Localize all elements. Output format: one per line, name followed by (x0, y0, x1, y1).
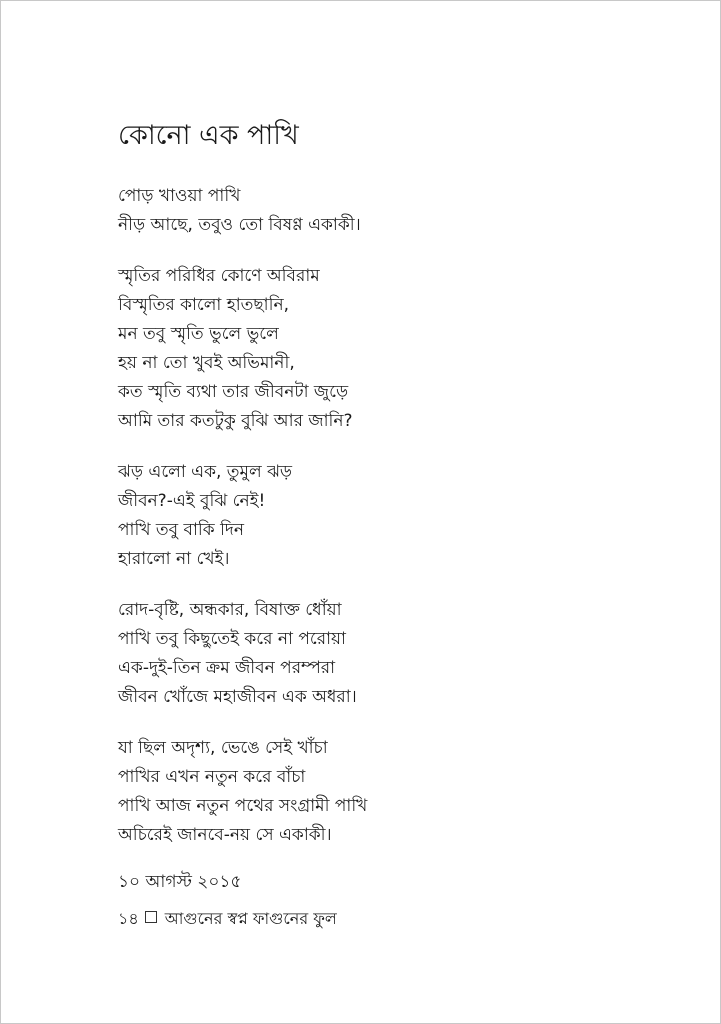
stanza-1 (118, 182, 678, 240)
poem-line: হয় না তো খুবই অভিমানী, (118, 353, 295, 373)
poem-line: জীবন খোঁজে মহাজীবন এক অধরা। (118, 687, 357, 707)
poem-line: কত স্মৃতি ব্যথা তার জীবনটা জুড়ে (118, 382, 349, 402)
stanza-4 (118, 596, 678, 712)
poem-line: ঝড় এলো এক, তুমুল ঝড় (118, 462, 293, 482)
book-title: আগুনের স্বপ্ন ফাগুনের ফুল (164, 909, 337, 928)
stanza-2 (118, 262, 678, 436)
poem-title: কোনো এক পাখি (118, 120, 299, 151)
poem-line: পাখি আজ নতুন পথের সংগ্রামী পাখি (118, 796, 368, 816)
poem-line: এক-দুই-তিন ক্রম জীবন পরম্পরা (118, 658, 336, 678)
stanza-3 (118, 458, 678, 574)
poem-line: পোড় খাওয়া পাখি (118, 186, 241, 206)
poem-line: আমি তার কতটুকু বুঝি আর জানি? (118, 411, 353, 431)
poem-line: বিস্মৃতির কালো হাতছানি, (118, 295, 290, 315)
poem-line: পাখির এখন নতুন করে বাঁচা (118, 767, 306, 787)
poem-line: পাখি তবু কিছুতেই করে না পরোয়া (118, 629, 346, 649)
poem-line: জীবন?-এই বুঝি নেই! (118, 491, 266, 511)
poem-date: ১০ আগস্ট ২০১৫ (118, 872, 242, 892)
page-footer (118, 905, 678, 933)
poem-line: মন তবু স্মৃতি ভুলে ভুলে (118, 324, 279, 344)
poem-line: নীড় আছে, তবুও তো বিষণ্ণ একাকী। (118, 215, 361, 235)
poem-page (118, 116, 678, 933)
stanza-5 (118, 734, 678, 850)
poem-line: অচিরেই জানবে-নয় সে একাকী। (118, 825, 332, 845)
poem-line: পাখি তবু বাকি দিন (118, 520, 245, 540)
poem-line: হারালো না খেই। (118, 549, 230, 569)
poem-line: স্মৃতির পরিধির কোণে অবিরাম (118, 266, 320, 286)
square-separator-icon (145, 911, 157, 923)
poem-line: যা ছিল অদৃশ্য, ভেঙে সেই খাঁচা (118, 738, 328, 758)
poem-line: রোদ-বৃষ্টি, অন্ধকার, বিষাক্ত ধোঁয়া (118, 600, 342, 620)
page-number: ১৪ (118, 909, 139, 928)
